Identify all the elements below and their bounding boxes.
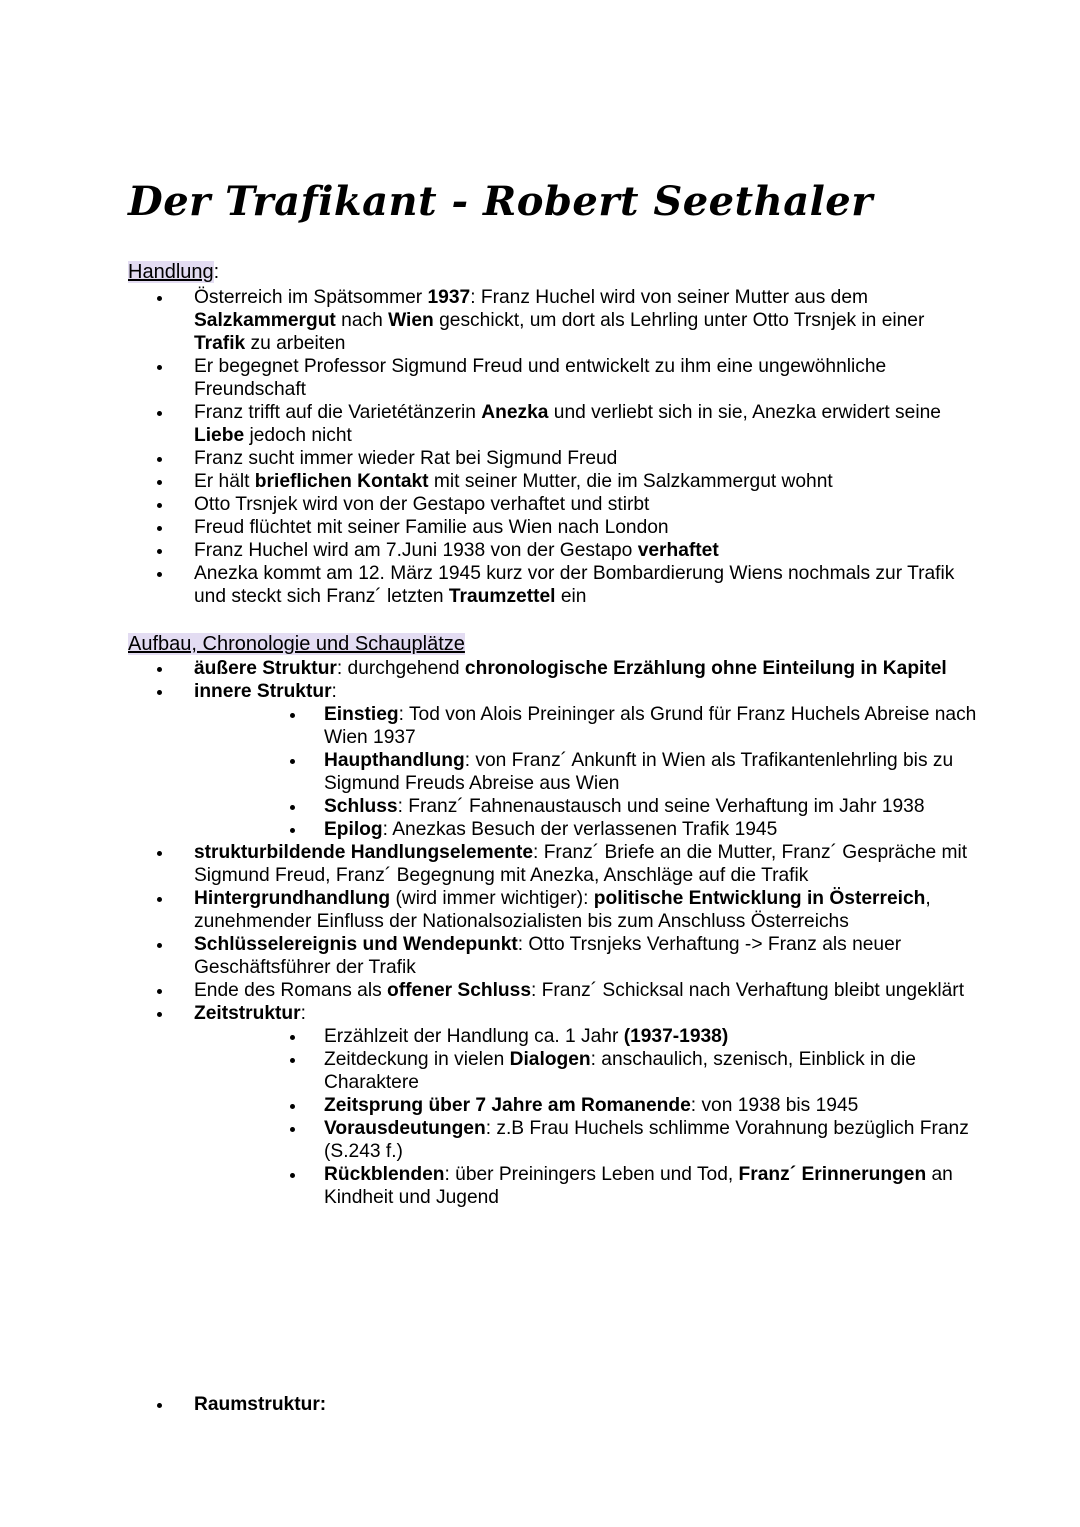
text: Otto Trsnjek wird von der Gestapo verhaftet und stirbt (194, 494, 650, 515)
list-item (0, 286, 1080, 355)
text: (wird immer wichtiger): (390, 888, 594, 909)
bold-text: Traumzettel (448, 586, 556, 607)
text: jedoch nicht (244, 425, 352, 446)
text: : Franz´ Briefe an die Mutter, Franz´ Gespräche mit Sigmund Freud, Franz´ Begegnung mit Anezka, Anschläge auf die Trafik (194, 842, 968, 886)
list-item (0, 933, 1080, 979)
text: Er hält (194, 471, 255, 492)
text: : Franz Huchel wird von seiner Mutter aus dem (470, 287, 868, 308)
list-item (0, 1002, 1080, 1209)
list-item (0, 493, 1080, 516)
bold-text: offener Schluss (387, 980, 531, 1001)
list-item (0, 680, 1080, 841)
bold-text: Vorausdeutungen (324, 1118, 486, 1139)
bold-text: strukturbildende Handlungselemente (194, 842, 534, 863)
text: : Franz´ Schicksal nach Verhaftung bleibt ungeklärt (531, 980, 965, 1001)
section-heading-aufbau (128, 633, 465, 656)
text: : von Franz´ Ankunft in Wien als Trafikantenlehrling bis zu Sigmund Freuds Abreise aus Wien (324, 750, 954, 794)
sub-list (0, 703, 1080, 841)
text: : (300, 1003, 306, 1024)
sub-list-item (0, 1094, 1080, 1117)
bold-text: Rückblenden (324, 1164, 445, 1185)
bold-text: innere Struktur (194, 681, 332, 702)
text: : Tod von Alois Preininger als Grund für Franz Huchels Abreise nach Wien 1937 (324, 704, 977, 748)
text: Anezka kommt am 12. März 1945 kurz vor der Bombardierung Wiens nochmals zur Trafik und steckt sich Franz´ letzten (194, 563, 955, 607)
text: : (331, 681, 337, 702)
bold-text: Zeitsprung über 7 Jahre am Romanende (324, 1095, 691, 1116)
bold-text: Anezka (481, 402, 549, 423)
bold-text: Hintergrundhandlung (194, 888, 391, 909)
sub-list-item (0, 749, 1080, 795)
bold-text: chronologische Erzählung ohne Einteilung in Kapitel (464, 658, 947, 679)
sub-list-item (0, 1117, 1080, 1163)
page-title: Der Trafikant - Robert Seethaler (128, 178, 873, 225)
sub-list-item (0, 795, 1080, 818)
text: : Franz´ Fahnenaustausch und seine Verhaftung im Jahr 1938 (397, 796, 925, 817)
list-item (0, 401, 1080, 447)
text: ein (555, 586, 587, 607)
sub-list (0, 1025, 1080, 1209)
bold-text: Epilog (324, 819, 383, 840)
text: : anschaulich, szenisch, Einblick in die Charaktere (324, 1049, 916, 1093)
bold-text: Trafik (194, 333, 246, 354)
text: : von 1938 bis 1945 (690, 1095, 859, 1116)
text: : durchgehend (336, 658, 465, 679)
list-item (0, 516, 1080, 539)
bold-text: Einstieg (324, 704, 399, 725)
handlung-heading-text: Handlung (128, 261, 214, 283)
bold-text: Zeitstruktur (194, 1003, 301, 1024)
text: geschickt, um dort als Lehrling unter Otto Trsnjek in einer (433, 310, 925, 331)
bold-text: äußere Struktur (194, 658, 337, 679)
bold-text: Wien (388, 310, 434, 331)
text: an Kindheit und Jugend (324, 1164, 953, 1208)
text: : Otto Trsnjeks Verhaftung -> Franz als neuer Geschäftsführer der Trafik (194, 934, 902, 978)
bold-text: Schluss (324, 796, 398, 817)
sub-list-item (0, 703, 1080, 749)
bold-text: Schlüsselereignis und Wendepunkt (194, 934, 518, 955)
handlung-heading-colon: : (213, 261, 220, 283)
bold-text: 1937 (427, 287, 471, 308)
list-item (0, 562, 1080, 608)
text: Franz trifft auf die Varietétänzerin (194, 402, 482, 423)
text: nach (335, 310, 389, 331)
raumstruktur-label: Raumstruktur: (194, 1394, 327, 1415)
aufbau-heading-text: Aufbau, Chronologie und Schauplätze (128, 633, 465, 655)
list-item (0, 539, 1080, 562)
text: Erzählzeit der Handlung ca. 1 Jahr (324, 1026, 624, 1047)
raumstruktur-list (0, 1393, 1080, 1416)
list-item (0, 470, 1080, 493)
bold-text: Haupthandlung (324, 750, 465, 771)
list-item (0, 657, 1080, 680)
text: Franz Huchel wird am 7.Juni 1938 von der Gestapo (194, 540, 638, 561)
bold-text: Liebe (194, 425, 245, 446)
text: zu arbeiten (245, 333, 346, 354)
text: und verliebt sich in sie, Anezka erwidert seine (548, 402, 941, 423)
text: Österreich im Spätsommer (194, 287, 428, 308)
list-item (0, 979, 1080, 1002)
list-item (0, 355, 1080, 401)
text: : z.B Frau Huchels schlimme Vorahnung bezüglich Franz (S.243 f.) (324, 1118, 969, 1162)
text: Zeitdeckung in vielen (324, 1049, 510, 1070)
bold-text: politische Entwicklung in Österreich (593, 888, 926, 909)
text: , zunehmender Einfluss der Nationalsozialisten bis zum Anschluss Österreichs (194, 888, 931, 932)
bold-text: verhaftet (637, 540, 719, 561)
text: Ende des Romans als (194, 980, 388, 1001)
sub-list-item (0, 1025, 1080, 1048)
sub-list-item (0, 1163, 1080, 1209)
text: mit seiner Mutter, die im Salzkammergut wohnt (428, 471, 833, 492)
bold-text: Dialogen (509, 1049, 591, 1070)
text: Freud flüchtet mit seiner Familie aus Wien nach London (194, 517, 669, 538)
text: : über Preiningers Leben und Tod, (444, 1164, 739, 1185)
list-item (0, 887, 1080, 933)
text: Franz sucht immer wieder Rat bei Sigmund Freud (194, 448, 618, 469)
aufbau-list (0, 657, 1080, 1209)
bold-text: Salzkammergut (194, 310, 336, 331)
sub-list-item (0, 1048, 1080, 1094)
sub-list-item (0, 818, 1080, 841)
bold-text: Franz´ Erinnerungen (738, 1164, 927, 1185)
bold-text: (1937-1938) (623, 1026, 729, 1047)
text: : Anezkas Besuch der verlassenen Trafik 1945 (382, 819, 778, 840)
list-item (0, 447, 1080, 470)
text: Er begegnet Professor Sigmund Freud und entwickelt zu ihm eine ungewöhnliche Freundschaft (194, 356, 887, 400)
section-heading-handlung (128, 261, 219, 284)
list-item (0, 841, 1080, 887)
list-item (0, 1393, 1080, 1416)
handlung-list (0, 286, 1080, 608)
bold-text: brieflichen Kontakt (254, 471, 429, 492)
